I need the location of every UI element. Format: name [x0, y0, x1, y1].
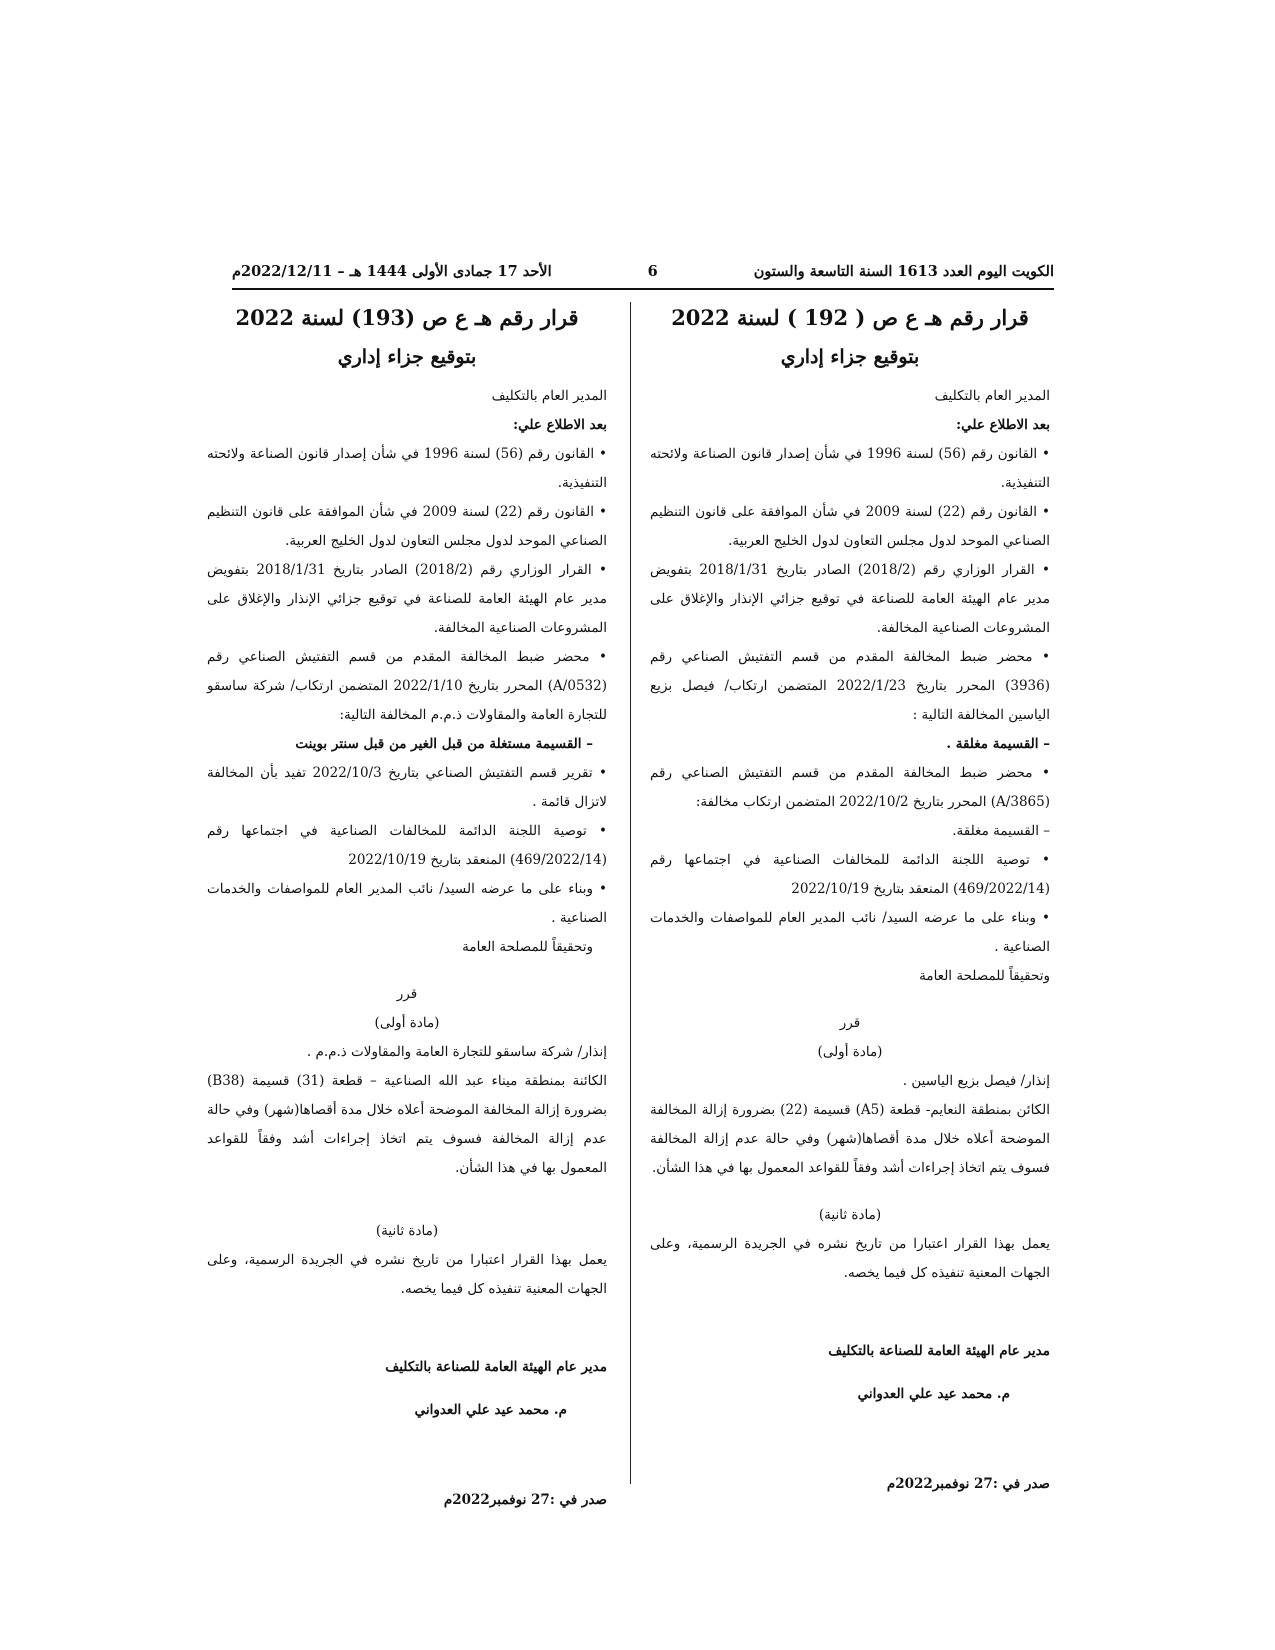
reference-item: • القرار الوزاري رقم (2018/2) الصادر بتاريخ 2018/1/31 بتفويض مدير عام الهيئة العامة للصناعة في توقيع جزائي الإنذار والإغلاق على المشروعات الصناعية المخالفة. [207, 562, 607, 636]
header-rule [232, 288, 1054, 290]
article-2-body: يعمل بهذا القرار اعتبارا من تاريخ نشره في الجريدة الرسمية، وعلى الجهات المعنية تنفيذه كل فيما يخصه. [650, 1236, 1050, 1281]
signature-name: م. محمد عيد علي العدواني [414, 1402, 567, 1418]
director-line: المدير العام بالتكليف [491, 388, 607, 404]
reference-item: • القانون رقم (56) لسنة 1996 في شأن إصدار قانون الصناعة ولائحته التنفيذية. [650, 446, 1050, 491]
page-header [232, 258, 1054, 284]
violation-line: – القسيمة مغلقة. [952, 823, 1050, 839]
after-review-line: بعد الاطلاع علي: [513, 417, 607, 433]
header-page-number: 6 [647, 262, 658, 280]
article-1-body: الكائنة بمنطقة ميناء عبد الله الصناعية – قطعة (31) قسيمة (B38) بضرورة إزالة المخالفة الموضحة أعلاه خلال مدة أقصاها(شهر) وفي حالة عدم إزالة المخالفة فسوف يتم اتخاذ إجراءات أشد وفقاً للقواعد المعمول بها في هذا الشأن. [207, 1073, 608, 1176]
reference-item: • وبناء على ما عرضه السيد/ نائب المدير العام للمواصفات والخدمات الصناعية . [650, 910, 1050, 955]
reference-item: • توصية اللجنة الدائمة للمخالفات الصناعية في اجتماعها رقم (469/2022/14) المنعقد بتاريخ 2022/10/19 [207, 823, 607, 868]
decision-subtitle: بتوقيع جزاء إداري [780, 346, 920, 368]
decision-title: قرار رقم هـ ع ص ( 192 ) لسنة 2022 [671, 305, 1029, 330]
reference-item: • القانون رقم (56) لسنة 1996 في شأن إصدار قانون الصناعة ولائحته التنفيذية. [207, 446, 607, 491]
reference-item: • وبناء على ما عرضه السيد/ نائب المدير العام للمواصفات والخدمات الصناعية . [207, 881, 607, 926]
reference-item: • تقرير قسم التفتيش الصناعي بتاريخ 2022/10/3 تفيد بأن المخالفة لاتزال قائمة . [207, 765, 607, 810]
article-1-heading: (مادة أولى) [817, 1044, 883, 1060]
decision-subtitle: بتوقيع جزاء إداري [337, 346, 477, 368]
warning-line: إنذار/ شركة ساسقو للتجارة العامة والمقاولات ذ.م.م . [306, 1044, 607, 1060]
reference-item: • محضر ضبط المخالفة المقدم من قسم التفتيش الصناعي رقم (3865/A) المحرر بتاريخ 2022/10/2 المتضمن ارتكاب مخالفة: [650, 765, 1050, 810]
column-divider [630, 302, 631, 1484]
decision-192-column [650, 296, 1050, 1512]
header-date: الأحد 17 جمادى الأولى 1444 هـ – 2022/12/11م [232, 262, 552, 280]
violation-line: – القسيمة مستغلة من قبل الغير من قبل سنتر بوينت [295, 736, 593, 752]
article-1-body: الكائن بمنطقة النعايم- قطعة (A5) قسيمة (22) بضرورة إزالة المخالفة الموضحة أعلاه خلال مدة أقصاها(شهر) وفي حالة عدم إزالة المخالفة فسوف يتم اتخاذ إجراءات أشد وفقاً للقواعد المعمول بها في هذا الشأن. [650, 1102, 1050, 1176]
decided-line: قرر [396, 986, 418, 1002]
article-2-heading: (مادة ثانية) [375, 1223, 439, 1239]
decision-193-column [207, 296, 607, 1528]
issued-date: صدر في :27 نوفمبر2022م [443, 1492, 607, 1508]
warning-line: إنذار/ فيصل بزيع الياسين . [902, 1073, 1050, 1089]
public-interest-line: وتحقيقاً للمصلحة العامة [919, 968, 1050, 984]
signature-title: مدير عام الهيئة العامة للصناعة بالتكليف [828, 1342, 1050, 1359]
article-1-heading: (مادة أولى) [374, 1015, 440, 1031]
reference-item: • القانون رقم (22) لسنة 2009 في شأن الموافقة على قانون التنظيم الصناعي الموحد لدول مجلس التعاون لدول الخليج العربية. [650, 504, 1050, 549]
header-newspaper-issue: الكويت اليوم العدد 1613 السنة التاسعة والستون [753, 262, 1054, 280]
director-line: المدير العام بالتكليف [934, 388, 1050, 404]
issued-date: صدر في :27 نوفمبر2022م [886, 1476, 1050, 1492]
signature-title: مدير عام الهيئة العامة للصناعة بالتكليف [385, 1358, 607, 1375]
reference-item: • توصية اللجنة الدائمة للمخالفات الصناعية في اجتماعها رقم (469/2022/14) المنعقد بتاريخ 2022/10/19 [650, 852, 1050, 897]
article-2-heading: (مادة ثانية) [818, 1207, 882, 1223]
signature-name: م. محمد عيد علي العدواني [857, 1386, 1010, 1402]
decision-title: قرار رقم هـ ع ص (193) لسنة 2022 [235, 305, 579, 330]
reference-item: • القانون رقم (22) لسنة 2009 في شأن الموافقة على قانون التنظيم الصناعي الموحد لدول مجلس التعاون لدول الخليج العربية. [207, 504, 607, 549]
decided-line: قرر [839, 1015, 861, 1031]
article-2-body: يعمل بهذا القرار اعتبارا من تاريخ نشره في الجريدة الرسمية، وعلى الجهات المعنية تنفيذه كل فيما يخصه. [207, 1252, 607, 1297]
after-review-line: بعد الاطلاع علي: [956, 417, 1050, 433]
reference-item: • محضر ضبط المخالفة المقدم من قسم التفتيش الصناعي رقم (0532/A) المحرر بتاريخ 2022/1/10 المتضمن ارتكاب/ شركة ساسقو للتجارة العامة والمقاولات ذ.م.م المخالفة التالية: [207, 649, 607, 723]
public-interest-line: وتحقيقاً للمصلحة العامة [462, 939, 593, 955]
violation-line: – القسيمة مغلقة . [946, 736, 1050, 752]
reference-item: • القرار الوزاري رقم (2018/2) الصادر بتاريخ 2018/1/31 بتفويض مدير عام الهيئة العامة للصناعة في توقيع جزائي الإنذار والإغلاق على المشروعات الصناعية المخالفة. [650, 562, 1050, 636]
reference-item: • محضر ضبط المخالفة المقدم من قسم التفتيش الصناعي رقم (3936) المحرر بتاريخ 2022/1/23 المتضمن ارتكاب/ فيصل بزيع الياسين المخالفة التالية : [650, 649, 1050, 723]
